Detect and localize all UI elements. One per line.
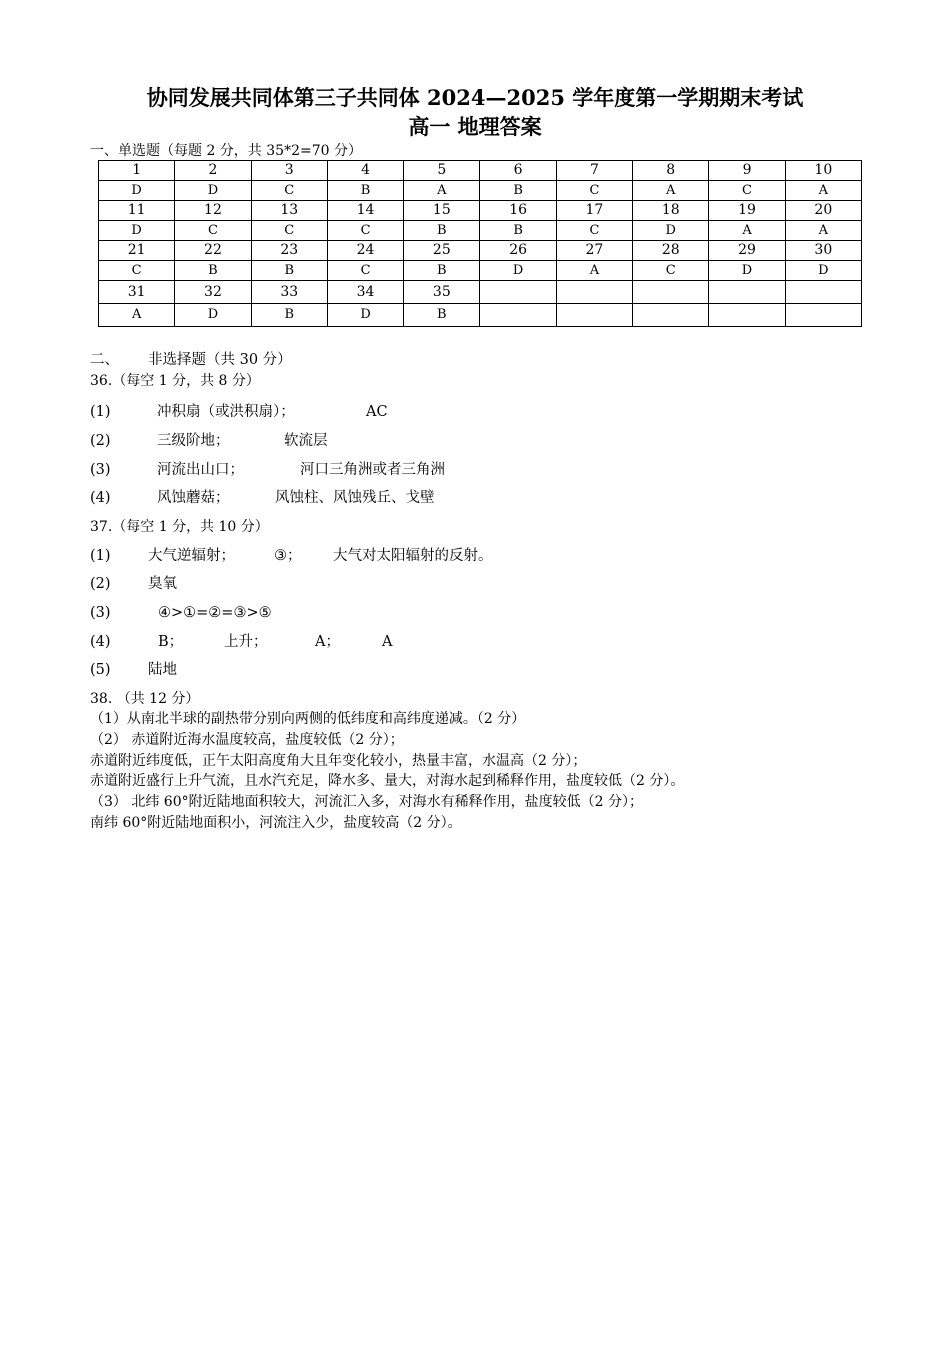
question-number-cell: 31 — [99, 281, 175, 304]
question-number-cell: 35 — [404, 281, 480, 304]
answer-cell: D — [327, 304, 403, 327]
q36-answer: 风蚀柱、风蚀残丘、戈壁 — [275, 490, 435, 506]
answer-cell: D — [709, 261, 785, 281]
answer-cell: D — [99, 221, 175, 241]
question-number-cell: 34 — [327, 281, 403, 304]
answer-cell: B — [480, 181, 556, 201]
answer-cell: A — [99, 304, 175, 327]
q37-label: (3) — [90, 605, 111, 621]
answer-cell: B — [251, 261, 327, 281]
question-number-cell: 30 — [785, 241, 861, 261]
answer-cell: A — [785, 181, 861, 201]
answer-cell: D — [175, 181, 251, 201]
q36-answer: AC — [366, 404, 388, 420]
q37-answer: 大气逆辐射； — [148, 548, 235, 564]
q37-answer: B； — [158, 634, 184, 650]
answer-cell: A — [785, 221, 861, 241]
q38-heading: 38. （共 12 分） — [90, 691, 200, 707]
question-number-cell: 2 — [175, 161, 251, 181]
answer-cell: B — [480, 221, 556, 241]
q37-label: (2) — [90, 576, 111, 592]
question-number-cell: 9 — [709, 161, 785, 181]
q37-answer: 臭氧 — [148, 576, 177, 592]
q36-label: (2) — [90, 433, 111, 449]
q38-line: 赤道附近纬度低，正午太阳高度角大且年变化较小，热量丰富，水温高（2 分）； — [90, 753, 587, 769]
answer-cell: C — [175, 221, 251, 241]
question-number-cell: 14 — [327, 201, 403, 221]
question-number-cell: 29 — [709, 241, 785, 261]
answer-cell: B — [251, 304, 327, 327]
answer-cell — [556, 304, 632, 327]
section1-heading: 一、单选题（每题 2 分，共 35*2=70 分） — [90, 143, 362, 159]
q36-label: (3) — [90, 462, 111, 478]
q38-line: （2） 赤道附近海水温度较高，盐度较低（2 分）； — [90, 732, 404, 748]
q38-line: 赤道附近盛行上升气流，且水汽充足，降水多、量大，对海水起到稀释作用，盐度较低（2 分）。 — [90, 773, 685, 789]
answer-row — [99, 221, 862, 241]
answer-cell: D — [480, 261, 556, 281]
q36-answer: 冲积扇（或洪积扇）； — [157, 404, 295, 420]
title-line-2: 高一 地理答案 — [408, 114, 542, 139]
q38-line: 南纬 60°附近陆地面积小，河流注入少，盐度较高（2 分）。 — [90, 815, 462, 831]
q38-line: （3） 北纬 60°附近陆地面积较大，河流汇入多，对海水有稀释作用，盐度较低（2 分）； — [90, 794, 643, 810]
q37-answer: 大气对太阳辐射的反射。 — [333, 548, 493, 564]
title-line-1: 协同发展共同体第三子共同体 2024—2025 学年度第一学期期末考试 — [146, 85, 804, 110]
q37-label: (4) — [90, 634, 111, 650]
answer-cell: A — [709, 221, 785, 241]
question-number-cell: 17 — [556, 201, 632, 221]
question-number-cell: 26 — [480, 241, 556, 261]
question-number-cell: 27 — [556, 241, 632, 261]
answer-table — [98, 160, 862, 327]
question-number-cell: 15 — [404, 201, 480, 221]
question-number-cell: 5 — [404, 161, 480, 181]
answer-cell: C — [709, 181, 785, 201]
question-number-row — [99, 201, 862, 221]
answer-cell — [480, 304, 556, 327]
answer-cell: C — [556, 221, 632, 241]
answer-cell: B — [175, 261, 251, 281]
answer-cell: B — [404, 261, 480, 281]
question-number-cell: 22 — [175, 241, 251, 261]
q38-line: （1）从南北半球的副热带分别向两侧的低纬度和高纬度递减。（2 分） — [90, 711, 526, 727]
q36-heading: 36.（每空 1 分，共 8 分） — [90, 373, 260, 389]
question-number-cell: 21 — [99, 241, 175, 261]
answer-row — [99, 261, 862, 281]
answer-cell: C — [251, 221, 327, 241]
q37-answer: A； — [315, 634, 340, 650]
q37-answer: ④>①=②=③>⑤ — [158, 605, 272, 621]
q37-answer: 陆地 — [148, 662, 177, 678]
answer-cell: C — [327, 261, 403, 281]
answer-cell — [709, 304, 785, 327]
q36-label: (1) — [90, 404, 111, 420]
question-number-cell — [785, 281, 861, 304]
q36-label: (4) — [90, 490, 111, 506]
answer-cell: C — [633, 261, 709, 281]
q37-answer: A — [382, 634, 393, 650]
answer-cell: D — [175, 304, 251, 327]
q37-label: (5) — [90, 662, 111, 678]
q36-answer: 三级阶地； — [157, 433, 230, 449]
q36-answer: 河口三角洲或者三角洲 — [300, 462, 445, 478]
question-number-cell — [633, 281, 709, 304]
question-number-cell: 20 — [785, 201, 861, 221]
answer-cell: C — [556, 181, 632, 201]
answer-cell: B — [327, 181, 403, 201]
q37-label: (1) — [90, 548, 111, 564]
answer-cell: D — [633, 221, 709, 241]
question-number-cell: 8 — [633, 161, 709, 181]
question-number-cell: 33 — [251, 281, 327, 304]
question-number-cell: 10 — [785, 161, 861, 181]
section2-title: 非选择题（共 30 分） — [148, 352, 292, 368]
question-number-cell — [556, 281, 632, 304]
question-number-cell: 32 — [175, 281, 251, 304]
question-number-cell: 1 — [99, 161, 175, 181]
question-number-cell: 3 — [251, 161, 327, 181]
answer-cell: A — [633, 181, 709, 201]
question-number-cell: 4 — [327, 161, 403, 181]
answer-cell: B — [404, 304, 480, 327]
question-number-cell: 7 — [556, 161, 632, 181]
answer-cell: A — [404, 181, 480, 201]
q36-answer: 软流层 — [284, 433, 328, 449]
question-number-cell — [709, 281, 785, 304]
section2-number: 二、 — [90, 352, 119, 368]
question-number-cell: 11 — [99, 201, 175, 221]
question-number-cell: 24 — [327, 241, 403, 261]
answer-cell — [633, 304, 709, 327]
question-number-cell: 16 — [480, 201, 556, 221]
answer-cell — [785, 304, 861, 327]
question-number-cell: 25 — [404, 241, 480, 261]
q36-answer: 风蚀蘑菇； — [157, 490, 230, 506]
answer-row — [99, 304, 862, 327]
question-number-cell: 18 — [633, 201, 709, 221]
answer-row — [99, 181, 862, 201]
question-number-cell: 6 — [480, 161, 556, 181]
answer-cell: D — [99, 181, 175, 201]
answer-cell: D — [785, 261, 861, 281]
q36-answer: 河流出山口； — [157, 462, 244, 478]
answer-cell: A — [556, 261, 632, 281]
question-number-cell: 13 — [251, 201, 327, 221]
question-number-cell: 23 — [251, 241, 327, 261]
q37-answer: ③； — [274, 548, 302, 564]
question-number-cell: 12 — [175, 201, 251, 221]
answer-cell: C — [327, 221, 403, 241]
question-number-row — [99, 161, 862, 181]
q37-answer: 上升； — [224, 634, 268, 650]
question-number-cell: 28 — [633, 241, 709, 261]
answer-cell: B — [404, 221, 480, 241]
question-number-cell: 19 — [709, 201, 785, 221]
question-number-row — [99, 281, 862, 304]
q37-heading: 37.（每空 1 分，共 10 分） — [90, 519, 269, 535]
answer-cell: C — [251, 181, 327, 201]
answer-cell: C — [99, 261, 175, 281]
question-number-row — [99, 241, 862, 261]
question-number-cell — [480, 281, 556, 304]
